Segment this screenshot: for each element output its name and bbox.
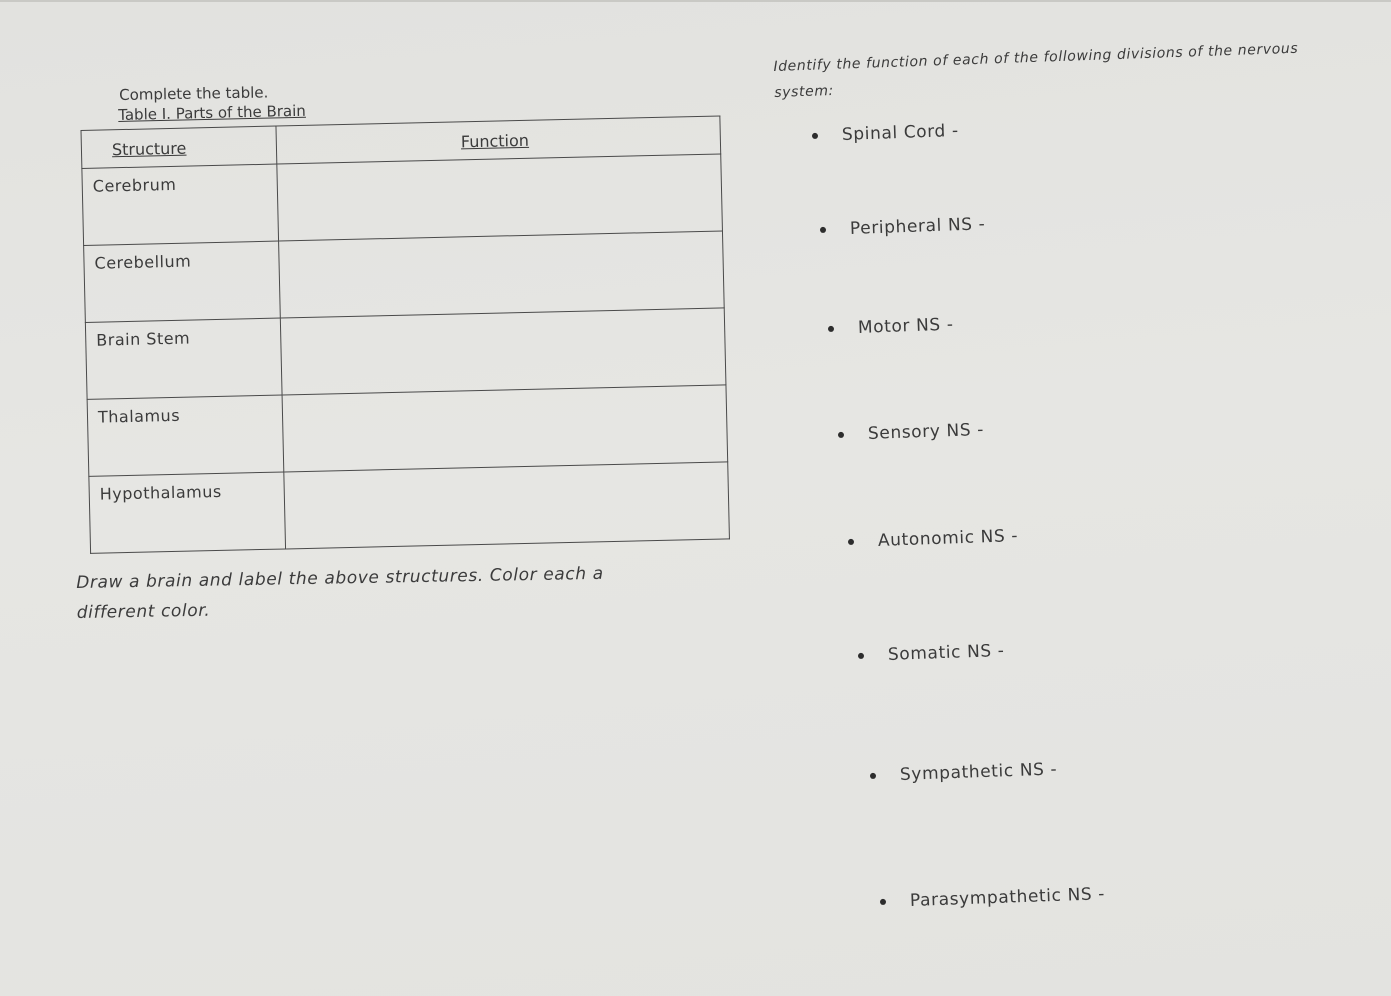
structure-cerebellum: Cerebellum [84, 241, 281, 322]
function-cell-cerebellum[interactable] [279, 231, 725, 318]
bullet-icon [848, 539, 854, 545]
division-label: Parasympathetic NS - [909, 884, 1106, 911]
function-cell-hypothalamus[interactable] [284, 462, 730, 549]
table-caption: Table I. Parts of the Brain [118, 101, 307, 124]
division-item-sensory-ns[interactable] [838, 420, 985, 445]
division-item-somatic-ns[interactable] [858, 641, 1005, 666]
bullet-icon [820, 227, 826, 233]
divisions-instruction: Identify the function of each of the following divisions of the nervous system: [773, 40, 1299, 101]
division-item-motor-ns[interactable] [828, 315, 954, 339]
bullet-icon [870, 773, 876, 779]
table-row [87, 385, 728, 476]
bullet-icon [880, 899, 886, 905]
function-cell-brain-stem[interactable] [280, 308, 726, 395]
structure-brain-stem: Brain Stem [85, 318, 282, 399]
division-item-spinal-cord[interactable] [812, 121, 959, 146]
bullet-icon [812, 133, 818, 139]
division-label: Motor NS - [857, 314, 954, 338]
division-item-sympathetic-ns[interactable] [870, 759, 1058, 786]
function-cell-thalamus[interactable] [282, 385, 728, 472]
bullet-icon [838, 432, 844, 438]
division-item-peripheral-ns[interactable] [820, 214, 986, 240]
table-row [85, 308, 726, 399]
division-label: Sensory NS - [867, 419, 985, 444]
structure-cerebrum: Cerebrum [82, 164, 279, 245]
structure-thalamus: Thalamus [87, 395, 284, 476]
table-row [84, 231, 725, 322]
division-label: Somatic NS - [887, 640, 1005, 665]
brain-parts-table-container [80, 93, 730, 537]
table-row [82, 154, 723, 245]
brain-parts-table [80, 115, 729, 553]
table-row [89, 462, 730, 553]
header-structure: Structure [81, 126, 277, 168]
function-cell-cerebrum[interactable] [277, 154, 723, 241]
bullet-icon [828, 326, 834, 332]
page-top-edge [0, 0, 1391, 2]
structure-hypothalamus: Hypothalamus [89, 472, 286, 553]
division-item-parasympathetic-ns[interactable] [880, 884, 1106, 912]
division-item-autonomic-ns[interactable] [848, 526, 1019, 552]
draw-brain-instruction: Draw a brain and label the above structures. Color each a different color. [76, 563, 604, 623]
division-label: Autonomic NS - [877, 526, 1019, 551]
division-label: Spinal Cord - [841, 120, 959, 145]
header-function: Function [276, 116, 721, 164]
bullet-icon [858, 653, 864, 659]
complete-table-instruction: Complete the table. [119, 83, 269, 104]
division-label: Sympathetic NS - [899, 759, 1058, 785]
division-label: Peripheral NS - [849, 214, 986, 239]
